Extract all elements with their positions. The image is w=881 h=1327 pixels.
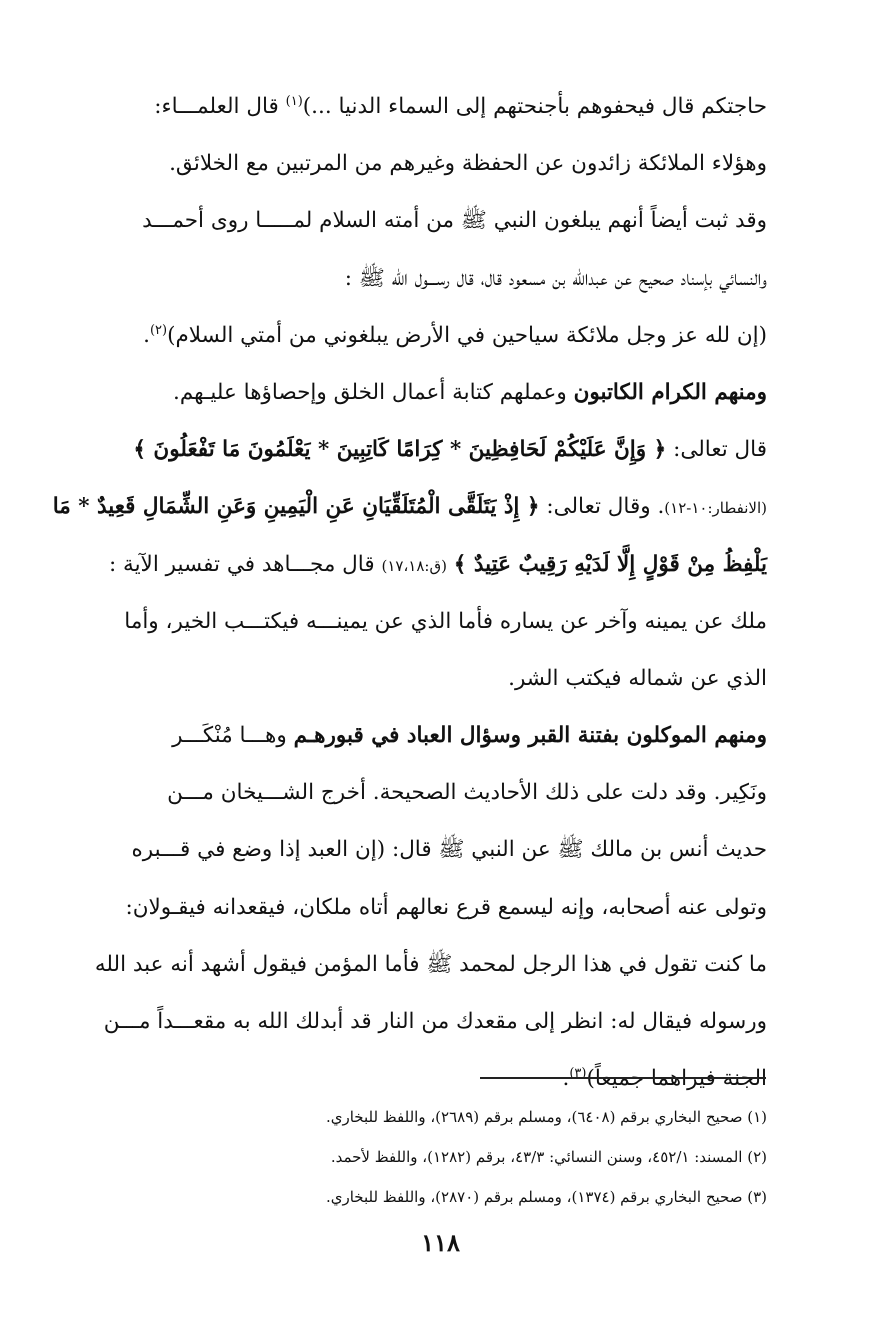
text-line [112,364,767,421]
text-line [112,821,767,878]
text-line [108,536,767,593]
text-span: ما كنت تقول في هذا الرجل لمحمد ﷺ فأما المؤمن فيقول أشهد أنه عبد الله [94,951,767,977]
text-span: وهؤلاء الملائكة زائدون عن الحفظة وغيرهم من المرتبين مع الخلائق. [169,151,767,177]
quran-verse: ﴿ وَإِنَّ عَلَيْكُمْ لَحَافِظِينَ * كِرَامًا كَاتِبِينَ * يَعْلَمُونَ مَا تَفْعَلُونَ ﴾ [133,437,667,463]
verse-reference: (الانفطار:١٠-١٢) [664,499,767,518]
text-span: وقد ثبت أيضاً أنهم يبلغون النبي ﷺ من أمته السلام لمـــــا روى أحمـــد [142,208,767,234]
text-span: الذي عن شماله فيكتب الشر. [508,665,767,691]
section-heading: ومنهم الكرام الكاتبون [573,379,767,405]
text-line [112,764,767,821]
page-number: ١١٨ [421,1228,460,1257]
footnote: (١) صحيح البخاري برقم (٦٤٠٨)، ومسلم برقم (٢٦٨٩)، واللفظ للبخاري. [325,1108,767,1126]
text-span [447,552,454,577]
text-span: وعملهم كتابة أعمال الخلق وإحصاؤها عليـهم. [173,379,574,405]
text-span: ورسوله فيقال له: انظر إلى مقعدك من النار قد أبدلك الله به مقعـــداً مـــن [103,1009,767,1034]
text-span: وهـــا مُنْكَـــر [172,723,294,749]
text-line [112,421,767,478]
text-span: ونَكِير. وقد دلت على ذلك الأحاديث الصحيحة. أخرج الشـــيخان مـــن [167,780,767,806]
text-span: (إن لله عز وجل ملائكة سياحين في الأرض يبلغوني من أمتي السلام) [167,322,767,348]
footnotes [112,1097,767,1217]
text-line [112,307,767,364]
quran-verse: يَلْفِظُ مِنْ قَوْلٍ إِلَّا لَدَيْهِ رَقِيبٌ عَتِيدٌ ﴾ [453,551,767,577]
text-span: ملك عن يمينه وآخر عن يساره فأما الذي عن يمينـــه فيكتـــب الخير، وأما [124,608,767,634]
text-span: قال تعالى: [666,437,767,463]
text-line [112,135,767,192]
footnote-separator [480,1077,766,1079]
quran-verse: ﴿ إِذْ يَتَلَقَّى الْمُتَلَقِّيَانِ عَنِ الْيَمِينِ وَعَنِ الشِّمَالِ قَعِيدٌ * مَا [52,494,540,520]
body-text [52,78,767,1107]
text-line [112,879,767,936]
footnote-ref: (٢) [149,322,168,338]
section-heading: ومنهم الموكلون بفتنة القبر وسؤال العباد في قبورهـم [293,723,767,749]
text-span: حديث أنس بن مالك ﷺ عن النبي ﷺ قال: (إن العبد إذا وضع في قـــبره [131,837,767,863]
text-span: قال مجـــاهد في تفسير الآية : [108,551,382,577]
text-line [52,478,767,535]
text-line [112,593,767,650]
footnote-ref: (١) [285,93,303,109]
text-line [103,993,767,1050]
text-span: الجنة فيراهما جميعاً) [586,1066,767,1092]
text-line [112,707,767,764]
footnote: (٢) المسند: ٤٥٢/١، وسنن النسائي: ٤٣/٣، برقم (١٢٨٢)، واللفظ لأحمد. [330,1148,767,1166]
text-span: والنسائي بإسناد صحيح عن عبدالله بن مسعود قال، قال رســـول الله ﷺ : [344,265,767,291]
text-span: قال العلمـــاء: [154,94,286,119]
text-span: وتولى عنه أصحابه، وإنه ليسمع قرع نعالهم أتاه ملكان، فيقعدانه فيقـولان: [125,894,767,920]
footnote: (٣) صحيح البخاري برقم (١٣٧٤)، ومسلم برقم (٢٨٧٠)، واللفظ للبخاري. [325,1188,767,1206]
text-line [112,192,767,249]
text-span: . وقال تعالى: [539,494,665,520]
text-line [112,78,767,135]
text-span: . [143,322,150,348]
text-line [94,936,767,993]
text-line [112,650,767,707]
text-span: . [562,1066,570,1092]
verse-reference: (ق:١٧،١٨) [381,556,447,575]
text-line [112,250,767,307]
text-span: حاجتكم قال فيحفوهم بأجنحتهم إلى السماء الدنيا ...) [302,94,767,119]
footnote-ref: (٣) [569,1066,587,1082]
